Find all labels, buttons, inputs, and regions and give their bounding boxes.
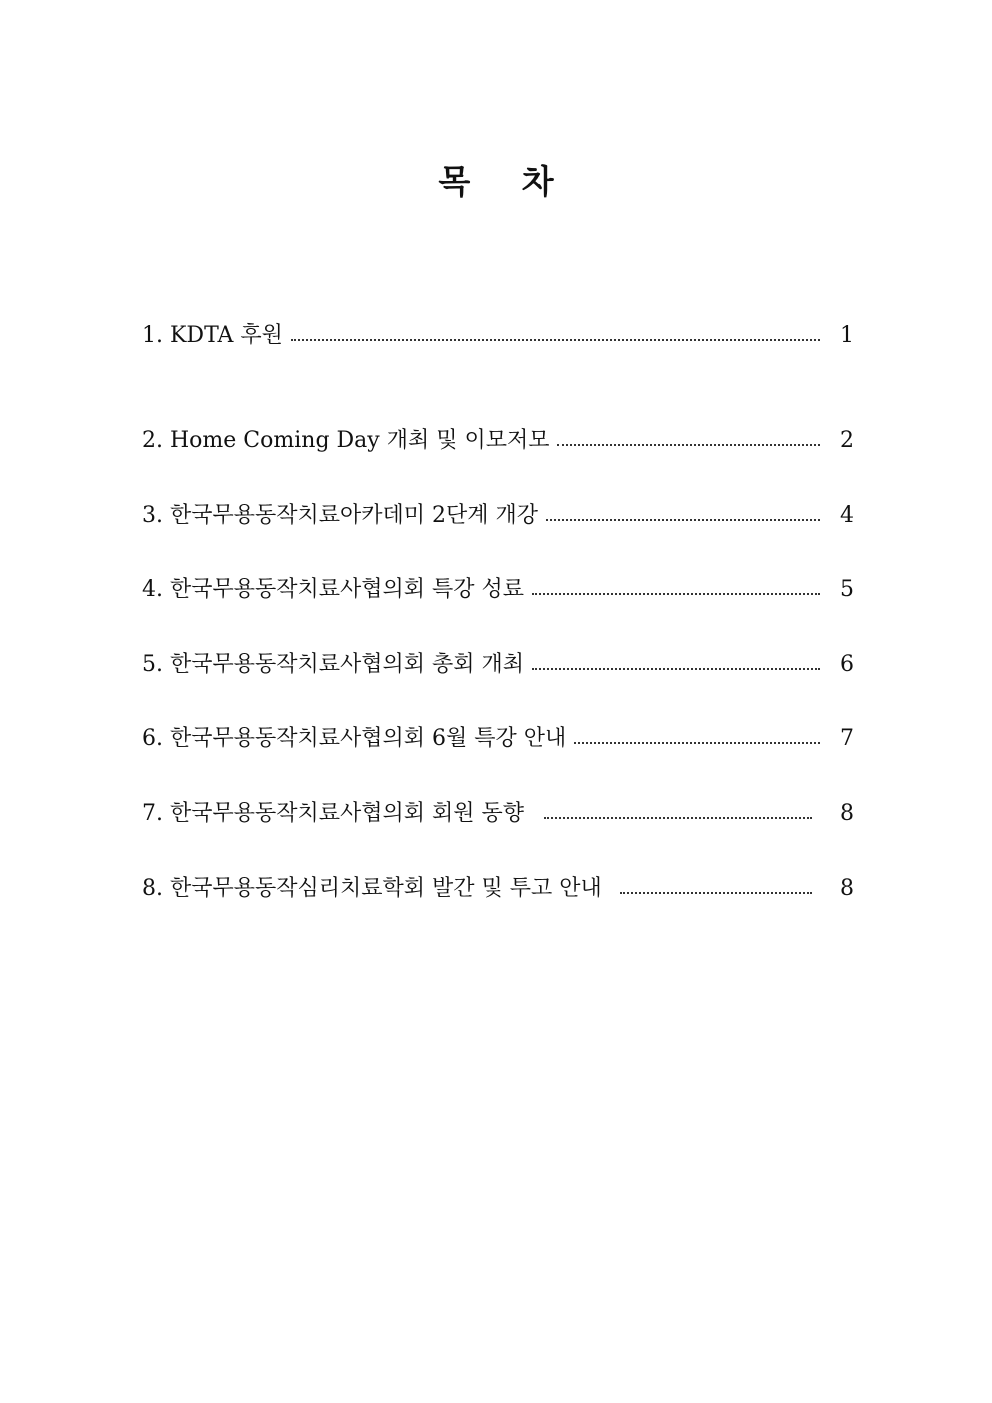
page-title: 목 차 [438,162,574,201]
toc-item-4[interactable] [142,572,854,608]
toc-item-label: Home Coming Day 개최 및 이모저모 [170,428,550,453]
toc-item-label: 한국무용동작치료사협의회 6월 특강 안내 [170,726,567,751]
dot-leader [574,742,820,744]
toc-item-label: KDTA 후원 [170,323,283,348]
toc-item-6[interactable] [142,721,854,757]
toc-item-page: 8 [840,801,854,826]
toc-item-number: 4. [142,577,163,602]
toc-item-page: 7 [840,726,854,751]
dot-leader [557,444,820,446]
toc-item-number: 2. [142,428,163,453]
dot-leader [546,519,820,521]
toc-item-number: 5. [142,652,163,677]
toc-item-8[interactable] [142,871,854,907]
toc-item-number: 6. [142,726,163,751]
toc-item-page: 2 [840,428,854,453]
toc-item-2[interactable] [142,423,854,459]
dot-leader [291,339,820,341]
toc-item-number: 8. [142,876,163,901]
toc-item-page: 8 [840,876,854,901]
toc-item-number: 3. [142,503,163,528]
toc-item-1[interactable] [142,318,854,354]
toc-item-label: 한국무용동작치료사협의회 총회 개최 [170,652,525,677]
toc-item-label: 한국무용동작치료사협의회 회원 동향 [170,801,525,826]
toc-item-page: 6 [840,652,854,677]
toc-item-3[interactable] [142,498,854,534]
toc-item-number: 7. [142,801,163,826]
dot-leader [620,892,812,894]
toc-item-page: 4 [840,503,854,528]
dot-leader [544,817,812,819]
dot-leader [532,668,820,670]
toc-item-page: 5 [840,577,854,602]
toc-item-label: 한국무용동작심리치료학회 발간 및 투고 안내 [170,876,602,901]
toc-item-label: 한국무용동작치료사협의회 특강 성료 [170,577,525,602]
toc-item-label: 한국무용동작치료아카데미 2단계 개강 [170,503,539,528]
toc-item-7[interactable] [142,796,854,832]
toc-item-5[interactable] [142,647,854,683]
dot-leader [532,593,820,595]
toc-item-number: 1. [142,323,163,348]
toc-item-page: 1 [840,323,854,348]
